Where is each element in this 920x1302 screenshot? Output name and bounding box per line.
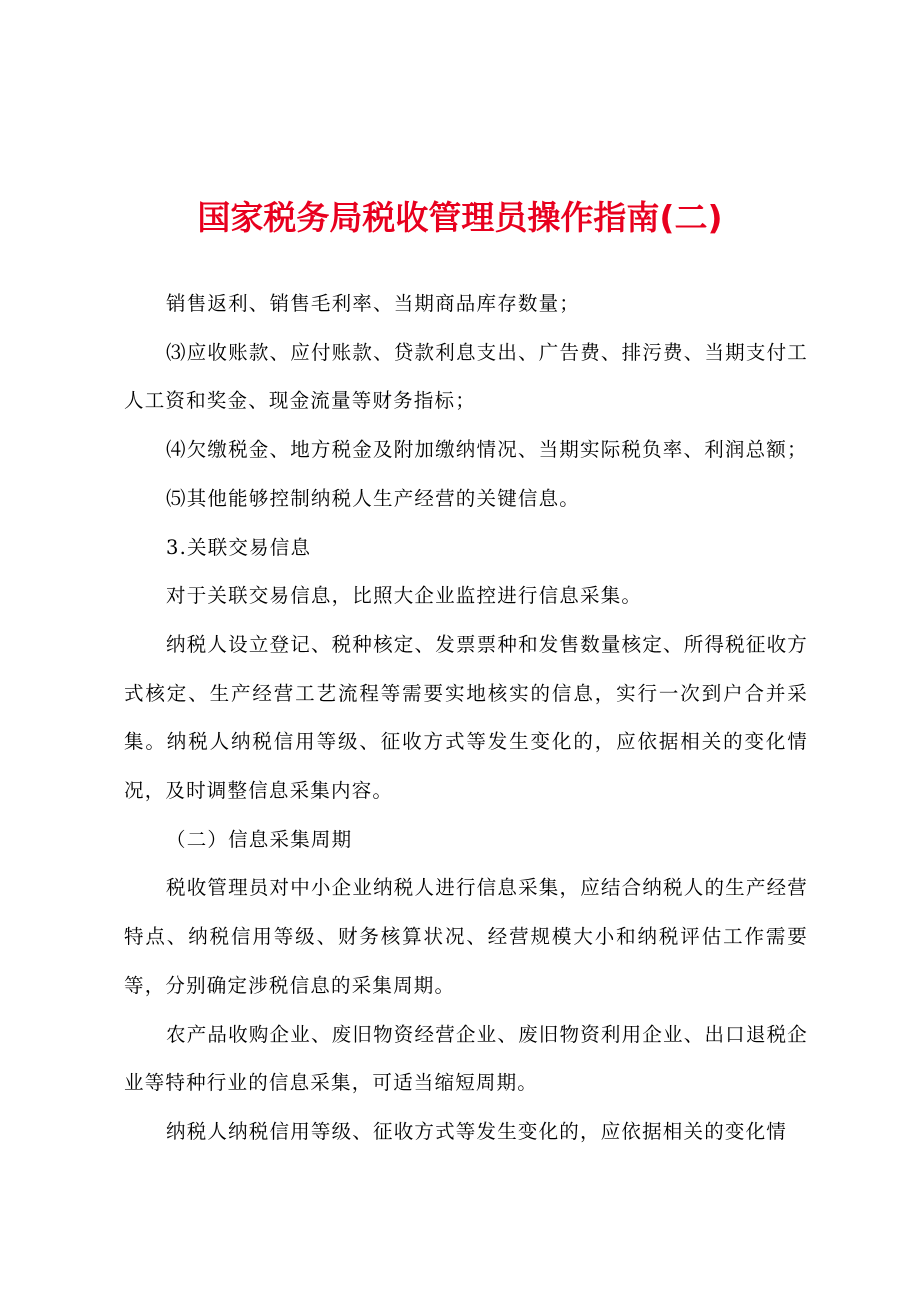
- paragraph-related-transactions: 对于关联交易信息，比照大企业监控进行信息采集。: [166, 584, 643, 608]
- paragraph-onsite-collection: 纳税人设立登记、税种核定、发票票种和发售数量核定、所得税征收方式核定、生产经营工艺流程等需要实地核实的信息，实行一次到户合并采集。纳税人纳税信用等级、征收方式等发生变化的，应依据相关的变化情况，及时调整信息采集内容。: [124, 632, 808, 803]
- document-body: [124, 280, 808, 1157]
- section-heading-collection-cycle: （二）信息采集周期: [166, 827, 353, 851]
- paragraph-sales-rebate: 销售返利、销售毛利率、当期商品库存数量；: [166, 292, 581, 315]
- paragraph-special-industries: 农产品收购企业、废旧物资经营企业、废旧物资利用企业、出口退税企业等特种行业的信息采集，可适当缩短周期。: [124, 1022, 808, 1095]
- section-heading-related-transactions: 3.关联交易信息: [166, 535, 312, 559]
- paragraph-item-4: ⑷欠缴税金、地方税金及附加缴纳情况、当期实际税负率、利润总额；: [166, 438, 808, 462]
- paragraph-credit-change: 纳税人纳税信用等级、征收方式等发生变化的，应依据相关的变化情: [166, 1119, 788, 1143]
- paragraph-collection-cycle: 税收管理员对中小企业纳税人进行信息采集，应结合纳税人的生产经营特点、纳税信用等级、财务核算状况、经营规模大小和纳税评估工作需要等，分别确定涉税信息的采集周期。: [124, 876, 808, 997]
- paragraph-item-3: ⑶应收账款、应付账款、贷款利息支出、广告费、排污费、当期支付工人工资和奖金、现金流量等财务指标；: [124, 340, 808, 413]
- document-title: 国家税务局税收管理员操作指南(二): [197, 198, 723, 237]
- paragraph-item-5: ⑸其他能够控制纳税人生产经营的关键信息。: [166, 486, 581, 510]
